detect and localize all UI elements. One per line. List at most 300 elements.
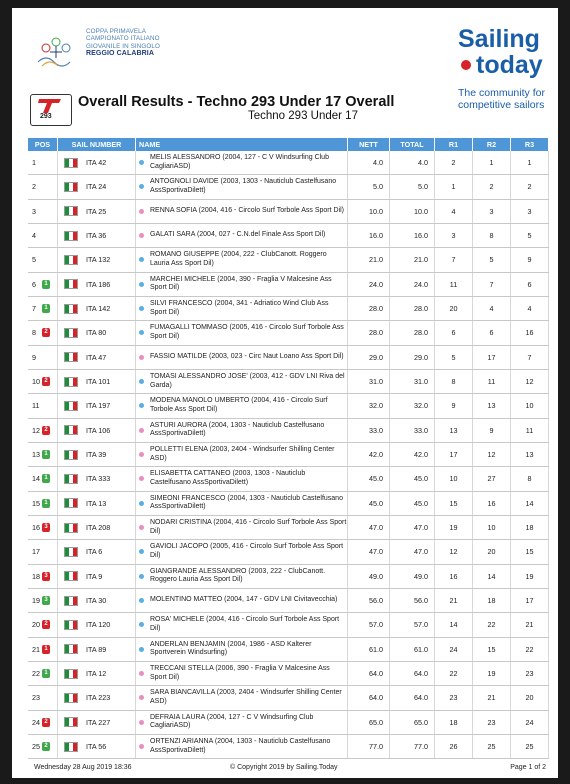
position-down-badge: 2 — [42, 328, 50, 337]
nett-cell: 56.0 — [348, 589, 390, 612]
pos-cell — [28, 248, 58, 271]
name-cell — [136, 224, 348, 247]
r1-cell: 2 — [435, 151, 473, 174]
r2-cell: 25 — [473, 735, 511, 758]
sail-cell — [58, 492, 136, 515]
r2-cell: 27 — [473, 467, 511, 490]
r3-cell: 14 — [511, 492, 549, 515]
position: 5 — [32, 255, 36, 265]
position-down-badge: 2 — [42, 377, 50, 386]
name-cell — [136, 565, 348, 588]
position: 1 — [32, 158, 36, 168]
total-cell: 77.0 — [390, 735, 435, 758]
female-dot-icon — [139, 671, 144, 676]
name-cell — [136, 443, 348, 466]
brand-tagline-1: The community for — [458, 87, 545, 99]
event-line-1: COPPA PRIMAVELA — [86, 28, 147, 35]
pos-cell — [28, 321, 58, 344]
r2-cell: 15 — [473, 638, 511, 661]
r3-cell: 19 — [511, 565, 549, 588]
class-logo-number: 293 — [40, 113, 52, 120]
page-title: Overall Results - Techno 293 Under 17 Overall — [78, 94, 395, 110]
italy-flag-icon — [64, 231, 78, 241]
male-dot-icon — [139, 330, 144, 335]
total-cell: 57.0 — [390, 613, 435, 636]
name-cell — [136, 516, 348, 539]
sail-cell — [58, 686, 136, 709]
sail-number: ITA 42 — [86, 158, 107, 168]
r3-cell: 21 — [511, 613, 549, 636]
sail-cell — [58, 175, 136, 198]
position: 8 — [32, 328, 36, 338]
sail-number: ITA 36 — [86, 231, 107, 241]
position-up-badge: 2 — [42, 742, 50, 751]
pos-cell — [28, 686, 58, 709]
brand-name-2: today — [476, 51, 543, 79]
position: 2 — [32, 182, 36, 192]
position: 17 — [32, 547, 40, 557]
r2-cell: 18 — [473, 589, 511, 612]
sail-cell — [58, 200, 136, 223]
event-line-3: GIOVANILE IN SINGOLO — [86, 42, 160, 50]
female-dot-icon — [139, 744, 144, 749]
brand-tagline-2: competitive sailors — [458, 99, 545, 111]
r3-cell: 20 — [511, 686, 549, 709]
r1-cell: 4 — [435, 200, 473, 223]
pos-cell — [28, 370, 58, 393]
competitor-name: ELISABETTA CATTANEO (2003, 1303 - Nauticlub Castelfusano AssSportivaDilett) — [150, 470, 306, 486]
sail-cell — [58, 711, 136, 734]
italy-flag-icon — [64, 450, 78, 460]
col-header-r2: R2 — [473, 138, 511, 151]
total-cell: 21.0 — [390, 248, 435, 271]
competitor-name: SILVI FRANCESCO (2004, 341 - Adriatico Wind Club Ass Sport Dil) — [150, 300, 329, 316]
name-cell — [136, 394, 348, 417]
r1-cell: 6 — [435, 321, 473, 344]
sail-cell — [58, 346, 136, 369]
sail-cell — [58, 443, 136, 466]
position-up-badge: 1 — [42, 669, 50, 678]
event-line-4: REGGIO CALABRIA — [86, 50, 154, 58]
table-row — [28, 321, 549, 345]
nett-cell: 47.0 — [348, 516, 390, 539]
sail-number: ITA 9 — [86, 571, 103, 581]
sail-number: ITA 24 — [86, 182, 107, 192]
r3-cell: 18 — [511, 516, 549, 539]
r3-cell: 5 — [511, 224, 549, 247]
competitor-name: SARA BIANCAVILLA (2003, 2404 - Windsurfer Shilling Center ASD) — [150, 689, 342, 705]
name-cell — [136, 613, 348, 636]
sail-cell — [58, 565, 136, 588]
table-row — [28, 662, 549, 686]
male-dot-icon — [139, 647, 144, 652]
position-up-badge: 1 — [42, 304, 50, 313]
sail-number: ITA 101 — [86, 377, 111, 387]
competitor-name: FASSIO MATILDE (2003, 023 - Circ Naut Loano Ass Sport Dil) — [150, 352, 344, 360]
pos-cell — [28, 151, 58, 174]
italy-flag-icon — [64, 693, 78, 703]
italy-flag-icon — [64, 182, 78, 192]
r2-cell: 10 — [473, 516, 511, 539]
italy-flag-icon — [64, 425, 78, 435]
sail-cell — [58, 613, 136, 636]
brand-dot-icon — [461, 60, 471, 70]
name-cell — [136, 346, 348, 369]
italy-flag-icon — [64, 255, 78, 265]
r2-cell: 9 — [473, 419, 511, 442]
male-dot-icon — [139, 549, 144, 554]
table-row — [28, 175, 549, 199]
name-cell — [136, 589, 348, 612]
table-header — [28, 138, 549, 151]
table-row — [28, 419, 549, 443]
position: 19 — [32, 596, 40, 606]
r2-cell: 20 — [473, 540, 511, 563]
table-row — [28, 735, 549, 759]
sail-cell — [58, 297, 136, 320]
sail-number: ITA 6 — [86, 547, 103, 557]
r2-cell: 16 — [473, 492, 511, 515]
male-dot-icon — [139, 622, 144, 627]
position: 10 — [32, 377, 40, 387]
name-cell — [136, 273, 348, 296]
r3-cell: 17 — [511, 589, 549, 612]
name-cell — [136, 297, 348, 320]
r2-cell: 1 — [473, 151, 511, 174]
table-row — [28, 540, 549, 564]
nett-cell: 28.0 — [348, 321, 390, 344]
sail-number: ITA 142 — [86, 304, 111, 314]
position-down-badge: 3 — [42, 572, 50, 581]
event-emblem-icon — [34, 28, 80, 74]
competitor-name: NODARI CRISTINA (2004, 416 - Circolo Surf Torbole Ass Sport Dil) — [150, 518, 347, 535]
competitor-name: MELIS ALESSANDRO (2004, 127 - C V Windsurfing Club CagliariASD) — [150, 154, 329, 170]
table-row — [28, 273, 549, 297]
female-dot-icon — [139, 476, 144, 481]
total-cell: 47.0 — [390, 516, 435, 539]
col-header-name: NAME — [136, 138, 348, 151]
position: 9 — [32, 352, 36, 362]
pos-cell — [28, 516, 58, 539]
nett-cell: 10.0 — [348, 200, 390, 223]
male-dot-icon — [139, 403, 144, 408]
male-dot-icon — [139, 379, 144, 384]
r1-cell: 8 — [435, 370, 473, 393]
total-cell: 64.0 — [390, 662, 435, 685]
sail-number: ITA 223 — [86, 693, 111, 703]
table-row — [28, 516, 549, 540]
total-cell: 42.0 — [390, 443, 435, 466]
competitor-name: GIANGRANDE ALESSANDRO (2003, 222 - ClubCanott. Roggero Lauria Ass Sport Dil) — [150, 567, 326, 584]
name-cell — [136, 492, 348, 515]
position: 6 — [32, 279, 36, 289]
total-cell: 31.0 — [390, 370, 435, 393]
competitor-name: FUMAGALLI TOMMASO (2005, 416 - Circolo Surf Torbole Ass Sport Dil) — [150, 324, 344, 340]
italy-flag-icon — [64, 644, 78, 654]
r3-cell: 22 — [511, 638, 549, 661]
r2-cell: 13 — [473, 394, 511, 417]
italy-flag-icon — [64, 620, 78, 630]
position-up-badge: 1 — [42, 499, 50, 508]
position: 16 — [32, 523, 40, 533]
competitor-name: ROMANO GIUSEPPE (2004, 222 - ClubCanott. Roggero Lauria Ass Sport Dil) — [150, 251, 327, 267]
r2-cell: 6 — [473, 321, 511, 344]
col-header-sail-number: SAIL NUMBER — [58, 138, 136, 151]
sail-cell — [58, 248, 136, 271]
position: 12 — [32, 425, 40, 435]
pos-cell — [28, 175, 58, 198]
r2-cell: 3 — [473, 200, 511, 223]
r1-cell: 7 — [435, 248, 473, 271]
nett-cell: 29.0 — [348, 346, 390, 369]
position: 4 — [32, 231, 36, 241]
male-dot-icon — [139, 598, 144, 603]
name-cell — [136, 370, 348, 393]
position: 7 — [32, 304, 36, 314]
position-down-badge: 2 — [42, 620, 50, 629]
r1-cell: 10 — [435, 467, 473, 490]
col-header-nett: NETT — [348, 138, 390, 151]
italy-flag-icon — [64, 206, 78, 216]
table-row — [28, 492, 549, 516]
pos-cell — [28, 467, 58, 490]
sail-number: ITA 333 — [86, 474, 111, 484]
table-row — [28, 297, 549, 321]
nett-cell: 65.0 — [348, 711, 390, 734]
nett-cell: 32.0 — [348, 394, 390, 417]
r3-cell: 9 — [511, 248, 549, 271]
total-cell: 65.0 — [390, 711, 435, 734]
r1-cell: 20 — [435, 297, 473, 320]
sail-cell — [58, 224, 136, 247]
table-row — [28, 638, 549, 662]
r1-cell: 15 — [435, 492, 473, 515]
r3-cell: 25 — [511, 735, 549, 758]
pos-cell — [28, 735, 58, 758]
table-row — [28, 394, 549, 418]
position: 25 — [32, 742, 40, 752]
sail-cell — [58, 516, 136, 539]
r1-cell: 26 — [435, 735, 473, 758]
competitor-name: MODENA MANOLO UMBERTO (2004, 416 - Circolo Surf Torbole Ass Sport Dil) — [150, 397, 328, 413]
nett-cell: 49.0 — [348, 565, 390, 588]
r2-cell: 23 — [473, 711, 511, 734]
position-up-badge: 3 — [42, 596, 50, 605]
r1-cell: 23 — [435, 686, 473, 709]
competitor-name: SIMEONI FRANCESCO (2004, 1303 - Nauticlub Castelfusano AssSportivaDilett) — [150, 494, 343, 511]
total-cell: 49.0 — [390, 565, 435, 588]
italy-flag-icon — [64, 717, 78, 727]
techno-t-icon — [37, 97, 63, 114]
r3-cell: 10 — [511, 394, 549, 417]
nett-cell: 5.0 — [348, 175, 390, 198]
total-cell: 45.0 — [390, 492, 435, 515]
r1-cell: 12 — [435, 540, 473, 563]
pos-cell — [28, 613, 58, 636]
sail-number: ITA 30 — [86, 596, 107, 606]
techno-class-logo — [30, 94, 72, 126]
pos-cell — [28, 589, 58, 612]
footer-copyright: © Copyright 2019 by Sailing.Today — [230, 764, 338, 771]
r1-cell: 5 — [435, 346, 473, 369]
competitor-name: MOLENTINO MATTEO (2004, 147 - GDV LNI Civitavecchia) — [150, 596, 338, 604]
r1-cell: 22 — [435, 662, 473, 685]
sail-cell — [58, 370, 136, 393]
col-header-r1: R1 — [435, 138, 473, 151]
pos-cell — [28, 711, 58, 734]
sail-number: ITA 39 — [86, 450, 107, 460]
competitor-name: ASTURI AURORA (2004, 1303 - Nauticlub Castelfusano AssSportivaDilett) — [150, 421, 325, 438]
pos-cell — [28, 224, 58, 247]
sail-number: ITA 106 — [86, 425, 111, 435]
position: 18 — [32, 571, 40, 581]
female-dot-icon — [139, 428, 144, 433]
sail-number: ITA 208 — [86, 523, 111, 533]
table-row — [28, 346, 549, 370]
total-cell: 10.0 — [390, 200, 435, 223]
nett-cell: 24.0 — [348, 273, 390, 296]
sail-number: ITA 227 — [86, 717, 111, 727]
sail-number: ITA 89 — [86, 644, 107, 654]
position-up-badge: 1 — [42, 474, 50, 483]
total-cell: 32.0 — [390, 394, 435, 417]
r3-cell: 11 — [511, 419, 549, 442]
nett-cell: 64.0 — [348, 662, 390, 685]
sail-cell — [58, 321, 136, 344]
italy-flag-icon — [64, 377, 78, 387]
sail-cell — [58, 467, 136, 490]
position: 11 — [32, 401, 40, 411]
page-subtitle: Techno 293 Under 17 — [248, 110, 358, 122]
footer-date: Wednesday 28 Aug 2019 18:36 — [34, 764, 132, 771]
sail-number: ITA 47 — [86, 352, 107, 362]
r2-cell: 7 — [473, 273, 511, 296]
table-row — [28, 711, 549, 735]
pos-cell — [28, 394, 58, 417]
sail-cell — [58, 662, 136, 685]
male-dot-icon — [139, 257, 144, 262]
table-row — [28, 443, 549, 467]
position: 24 — [32, 717, 40, 727]
r1-cell: 19 — [435, 516, 473, 539]
female-dot-icon — [139, 720, 144, 725]
name-cell — [136, 686, 348, 709]
footer-page-number: Page 1 of 2 — [510, 764, 546, 771]
r2-cell: 14 — [473, 565, 511, 588]
table-row — [28, 467, 549, 491]
nett-cell: 16.0 — [348, 224, 390, 247]
r3-cell: 15 — [511, 540, 549, 563]
col-header-pos: POS — [28, 138, 58, 151]
r1-cell: 24 — [435, 638, 473, 661]
r3-cell: 6 — [511, 273, 549, 296]
total-cell: 47.0 — [390, 540, 435, 563]
pos-cell — [28, 638, 58, 661]
female-dot-icon — [139, 209, 144, 214]
competitor-name: ANDERLAN BENJAMIN (2004, 1986 - ASD Kalterer Sportverein Windsurfing) — [150, 640, 312, 657]
brand-name-1: Sailing — [458, 25, 540, 53]
r1-cell: 13 — [435, 419, 473, 442]
r1-cell: 14 — [435, 613, 473, 636]
r2-cell: 2 — [473, 175, 511, 198]
footer — [34, 764, 546, 776]
table-body — [28, 151, 549, 759]
pos-cell — [28, 273, 58, 296]
name-cell — [136, 321, 348, 344]
r1-cell: 9 — [435, 394, 473, 417]
italy-flag-icon — [64, 596, 78, 606]
name-cell — [136, 662, 348, 685]
nett-cell: 31.0 — [348, 370, 390, 393]
name-cell — [136, 419, 348, 442]
nett-cell: 47.0 — [348, 540, 390, 563]
r2-cell: 22 — [473, 613, 511, 636]
total-cell: 24.0 — [390, 273, 435, 296]
female-dot-icon — [139, 355, 144, 360]
male-dot-icon — [139, 282, 144, 287]
table-row — [28, 224, 549, 248]
female-dot-icon — [139, 695, 144, 700]
r3-cell: 24 — [511, 711, 549, 734]
competitor-name: DEFRAIA LAURA (2004, 127 - C V Windsurfing Club CagliariASD) — [150, 713, 314, 730]
total-cell: 28.0 — [390, 297, 435, 320]
position-down-badge: 2 — [42, 426, 50, 435]
r3-cell: 7 — [511, 346, 549, 369]
col-header-total: TOTAL — [390, 138, 435, 151]
name-cell — [136, 175, 348, 198]
competitor-name: GAVIOLI JACOPO (2005, 416 - Circolo Surf Torbole Ass Sport Dil) — [150, 543, 344, 559]
nett-cell: 45.0 — [348, 467, 390, 490]
male-dot-icon — [139, 306, 144, 311]
col-header-r3: R3 — [511, 138, 549, 151]
sail-cell — [58, 394, 136, 417]
italy-flag-icon — [64, 474, 78, 484]
pos-cell — [28, 540, 58, 563]
position: 22 — [32, 669, 40, 679]
r1-cell: 17 — [435, 443, 473, 466]
pos-cell — [28, 492, 58, 515]
nett-cell: 45.0 — [348, 492, 390, 515]
competitor-name: ROSA' MICHELE (2004, 416 - Circolo Surf Torbole Ass Sport Dil) — [150, 616, 340, 632]
sail-number: ITA 12 — [86, 669, 107, 679]
sail-number: ITA 186 — [86, 279, 111, 289]
table-row — [28, 686, 549, 710]
results-sheet — [12, 8, 558, 778]
table-row — [28, 151, 549, 175]
r2-cell: 12 — [473, 443, 511, 466]
r1-cell: 3 — [435, 224, 473, 247]
r2-cell: 21 — [473, 686, 511, 709]
name-cell — [136, 735, 348, 758]
name-cell — [136, 200, 348, 223]
pos-cell — [28, 419, 58, 442]
r2-cell: 11 — [473, 370, 511, 393]
italy-flag-icon — [64, 328, 78, 338]
pos-cell — [28, 443, 58, 466]
nett-cell: 28.0 — [348, 297, 390, 320]
competitor-name: TRECCANI STELLA (2006, 390 - Fraglia V Malcesine Ass Sport Dil) — [150, 664, 330, 681]
nett-cell: 33.0 — [348, 419, 390, 442]
r1-cell: 16 — [435, 565, 473, 588]
sail-number: ITA 13 — [86, 498, 107, 508]
name-cell — [136, 638, 348, 661]
table-row — [28, 613, 549, 637]
pos-cell — [28, 346, 58, 369]
total-cell: 33.0 — [390, 419, 435, 442]
sail-number: ITA 132 — [86, 255, 111, 265]
table-row — [28, 200, 549, 224]
italy-flag-icon — [64, 279, 78, 289]
